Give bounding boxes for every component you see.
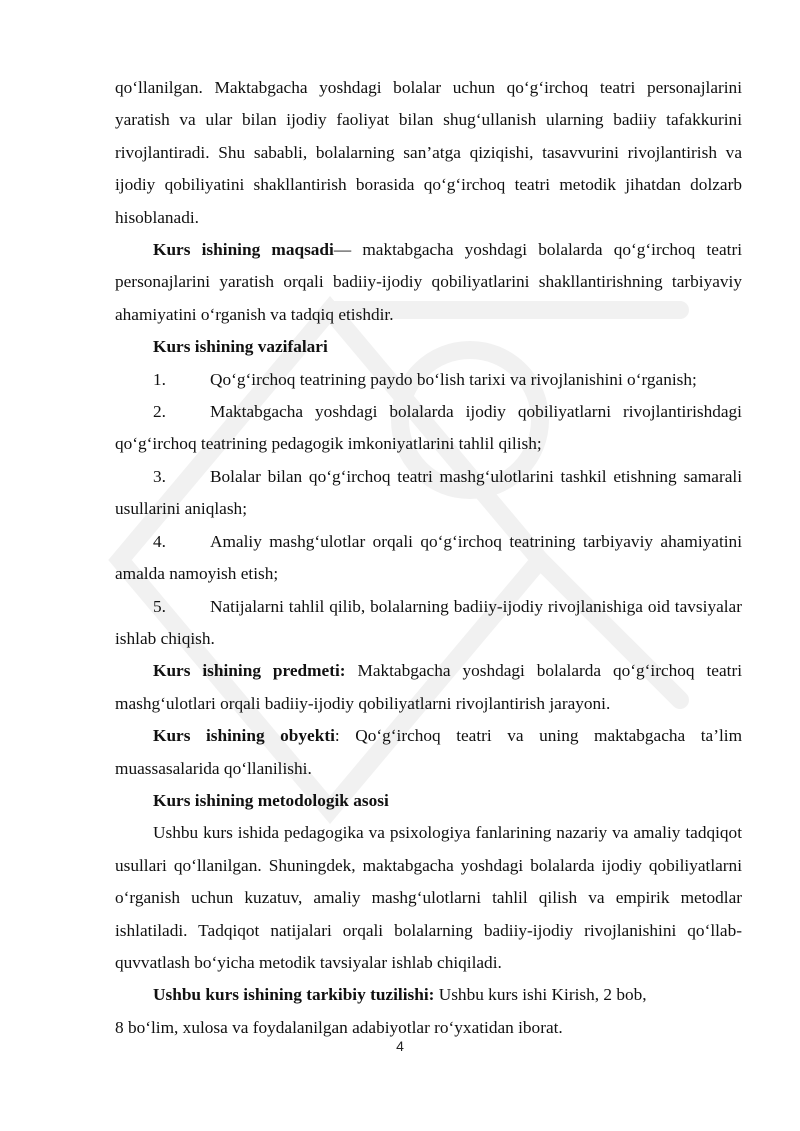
tasks-list — [115, 364, 742, 656]
task-text: Qo‘g‘irchoq teatrining paydo bo‘lish tarixi va rivojlanishini o‘rganish; — [210, 369, 697, 389]
task-text: Bolalar bilan qo‘g‘irchoq teatri mashg‘ulotlarini tashkil etishning samarali usullarini aniqlash; — [115, 466, 742, 519]
document-body — [115, 72, 742, 1044]
goal-paragraph — [115, 234, 742, 331]
task-text: Amaliy mashg‘ulotlar orqali qo‘g‘irchoq teatrining tarbiyaviy ahamiyatini amalda namoyish etish; — [115, 531, 742, 584]
methodology-paragraph: Ushbu kurs ishida pedagogika va psixologiya fanlarining nazariy va amaliy tadqiqot usullari qo‘llanilgan. Shuningdek, maktabgacha yoshdagi bolalarda ijodiy qobiliyatlarni o‘rganish uchun kuzatuv, amaliy mashg‘ulotlarni tahlil qilish va empirik metodlar ishlatiladi. Tadqiqot natijalari orqali bolalarning badiiy-ijodiy rivojlanishini qo‘llab-quvvatlash bo‘yicha metodik tavsiyalar ishlab chiqiladi. — [115, 823, 742, 972]
structure-paragraph — [115, 979, 742, 1011]
object-text: : Qo‘g‘irchoq teatri va uning maktabgacha ta’lim muassasalarida qo‘llanilishi. — [115, 726, 743, 778]
page-number: 4 — [396, 1038, 404, 1054]
task-number: 5. — [153, 596, 166, 616]
task-number: 3. — [153, 466, 166, 486]
task-item — [115, 461, 742, 526]
task-text: Maktabgacha yoshdagi bolalarda ijodiy qobiliyatlarni rivojlantirishdagi qo‘g‘irchoq teatrining pedagogik imkoniyatlarini tahlil qilish; — [115, 402, 742, 454]
object-label: Kurs ishining obyekti — [153, 726, 335, 746]
task-number: 2. — [153, 402, 166, 422]
goal-label: Kurs ishining maqsadi — [153, 240, 334, 260]
goal-text: — maktabgacha yoshdagi bolalarda qo‘g‘irchoq teatri personajlarini yaratish orqali badiiy-ijodiy qobiliyatlarini shakllantirishning tarbiyaviy ahamiyatini o‘rganish va tadqiq etishdir. — [115, 240, 742, 324]
methodology-heading: Kurs ishining metodologik asosi — [153, 790, 389, 810]
task-item — [115, 396, 742, 461]
structure-label: Ushbu kurs ishining tarkibiy tuzilishi: — [153, 985, 435, 1005]
intro-paragraph: qo‘llanilgan. Maktabgacha yoshdagi bolalar uchun qo‘g‘irchoq teatri personajlarini yaratish va ular bilan ijodiy faoliyat bilan shug‘ullanish ularning badiiy tafakkurini rivojlantiradi. Shu sababli, bolalarning san’atga qiziqishi, tasavvurini rivojlantirish va ijodiy qobiliyatini shakllantirish borasida qo‘g‘irchoq teatri metodik jihatdan dolzarb hisoblanadi. — [115, 78, 742, 227]
subject-label: Kurs ishining predmeti: — [153, 661, 346, 681]
object-paragraph — [115, 720, 742, 785]
task-item — [115, 526, 742, 591]
tasks-heading: Kurs ishining vazifalari — [153, 337, 328, 357]
task-item — [115, 364, 742, 396]
structure-paragraph-continued: 8 bo‘lim, xulosa va foydalanilgan adabiyotlar ro‘yxatidan iborat. — [115, 1017, 563, 1037]
subject-paragraph — [115, 655, 742, 720]
task-item — [115, 591, 742, 656]
subject-text: Maktabgacha yoshdagi bolalarda qo‘g‘irchoq teatri mashg‘ulotlari orqali badiiy-ijodiy qobiliyatlarni rivojlantirish jarayoni. — [115, 661, 742, 713]
task-number: 1. — [153, 369, 166, 389]
structure-text-line1: Ushbu kurs ishi Kirish, 2 bob, — [434, 985, 647, 1005]
task-text: Natijalarni tahlil qilib, bolalarning badiiy-ijodiy rivojlanishiga oid tavsiyalar ishlab chiqish. — [115, 596, 742, 648]
task-number: 4. — [153, 531, 166, 551]
